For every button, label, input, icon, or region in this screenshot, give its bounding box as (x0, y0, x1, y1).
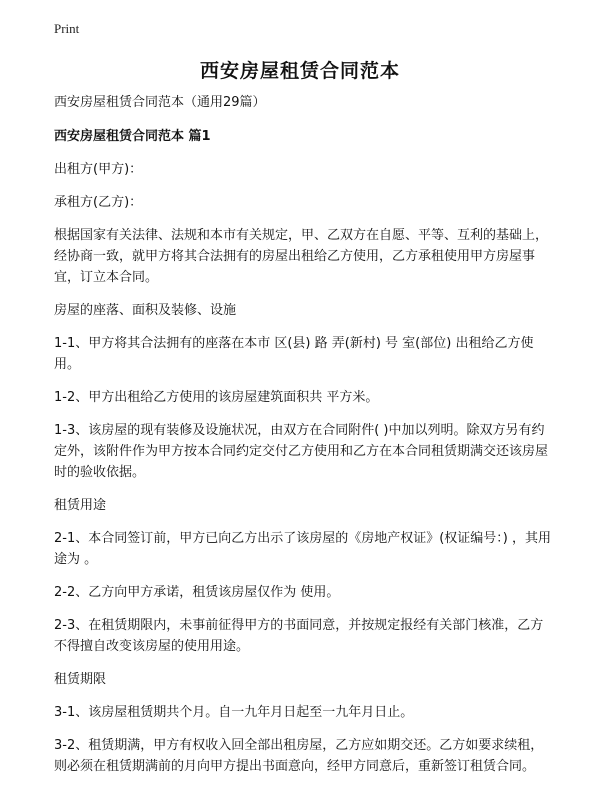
clause-3-2: 3-2、租赁期满，甲方有权收入回全部出租房屋，乙方应如期交还。乙方如要求续租，则必须在租赁期满前的月向甲方提出书面意向，经甲方同意后，重新签订租赁合同。 (54, 738, 544, 774)
document-subtitle: 西安房屋租赁合同范本（通用29篇） (54, 95, 266, 110)
preamble-paragraph: 根据国家有关法律、法规和本市有关规定，甲、乙双方在自愿、平等、互利的基础上，经协商一致，就甲方将其合法拥有的房屋出租给乙方使用，乙方承租使用甲方房屋事宜，订立本合同。 (54, 228, 549, 285)
heading-lease-purpose: 租赁用途 (54, 498, 107, 513)
clause-1-2: 1-2、甲方出租给乙方使用的该房屋建筑面积共 平方米。 (54, 390, 379, 405)
lessee-line: 承租方(乙方)： (54, 195, 143, 210)
heading-lease-term: 租赁期限 (54, 672, 107, 687)
lessor-line: 出租方(甲方)： (54, 162, 143, 177)
section-title: 西安房屋租赁合同范本 篇1 (54, 129, 211, 144)
print-label[interactable]: Print (54, 21, 80, 36)
clause-2-3: 2-3、在租赁期限内，未事前征得甲方的书面同意，并按规定报经有关部门核准，乙方不得擅自改变该房屋的使用用途。 (54, 618, 544, 654)
heading-location-area: 房屋的座落、面积及装修、设施 (54, 303, 237, 318)
clause-2-1: 2-1、本合同签订前，甲方已向乙方出示了该房屋的《房地产权证》(权证编号：) ，其用途为 。 (54, 531, 552, 567)
clause-1-3: 1-3、该房屋的现有装修及设施状况，由双方在合同附件( )中加以列明。除双方另有约定外，该附件作为甲方按本合同约定交付乙方使用和乙方在本合同租赁期满交还该房屋时的验收依据。 (54, 423, 549, 480)
clause-2-2: 2-2、乙方向甲方承诺，租赁该房屋仅作为 使用。 (54, 585, 340, 600)
document-body (54, 92, 554, 789)
clause-1-1: 1-1、甲方将其合法拥有的座落在本市 区(县) 路 弄(新村) 号 室(部位) 出租给乙方使用。 (54, 336, 534, 372)
document-title: 西安房屋租赁合同范本 (199, 60, 400, 82)
clause-3-1: 3-1、该房屋租赁期共个月。自一九年月日起至一九年月日止。 (54, 705, 414, 720)
